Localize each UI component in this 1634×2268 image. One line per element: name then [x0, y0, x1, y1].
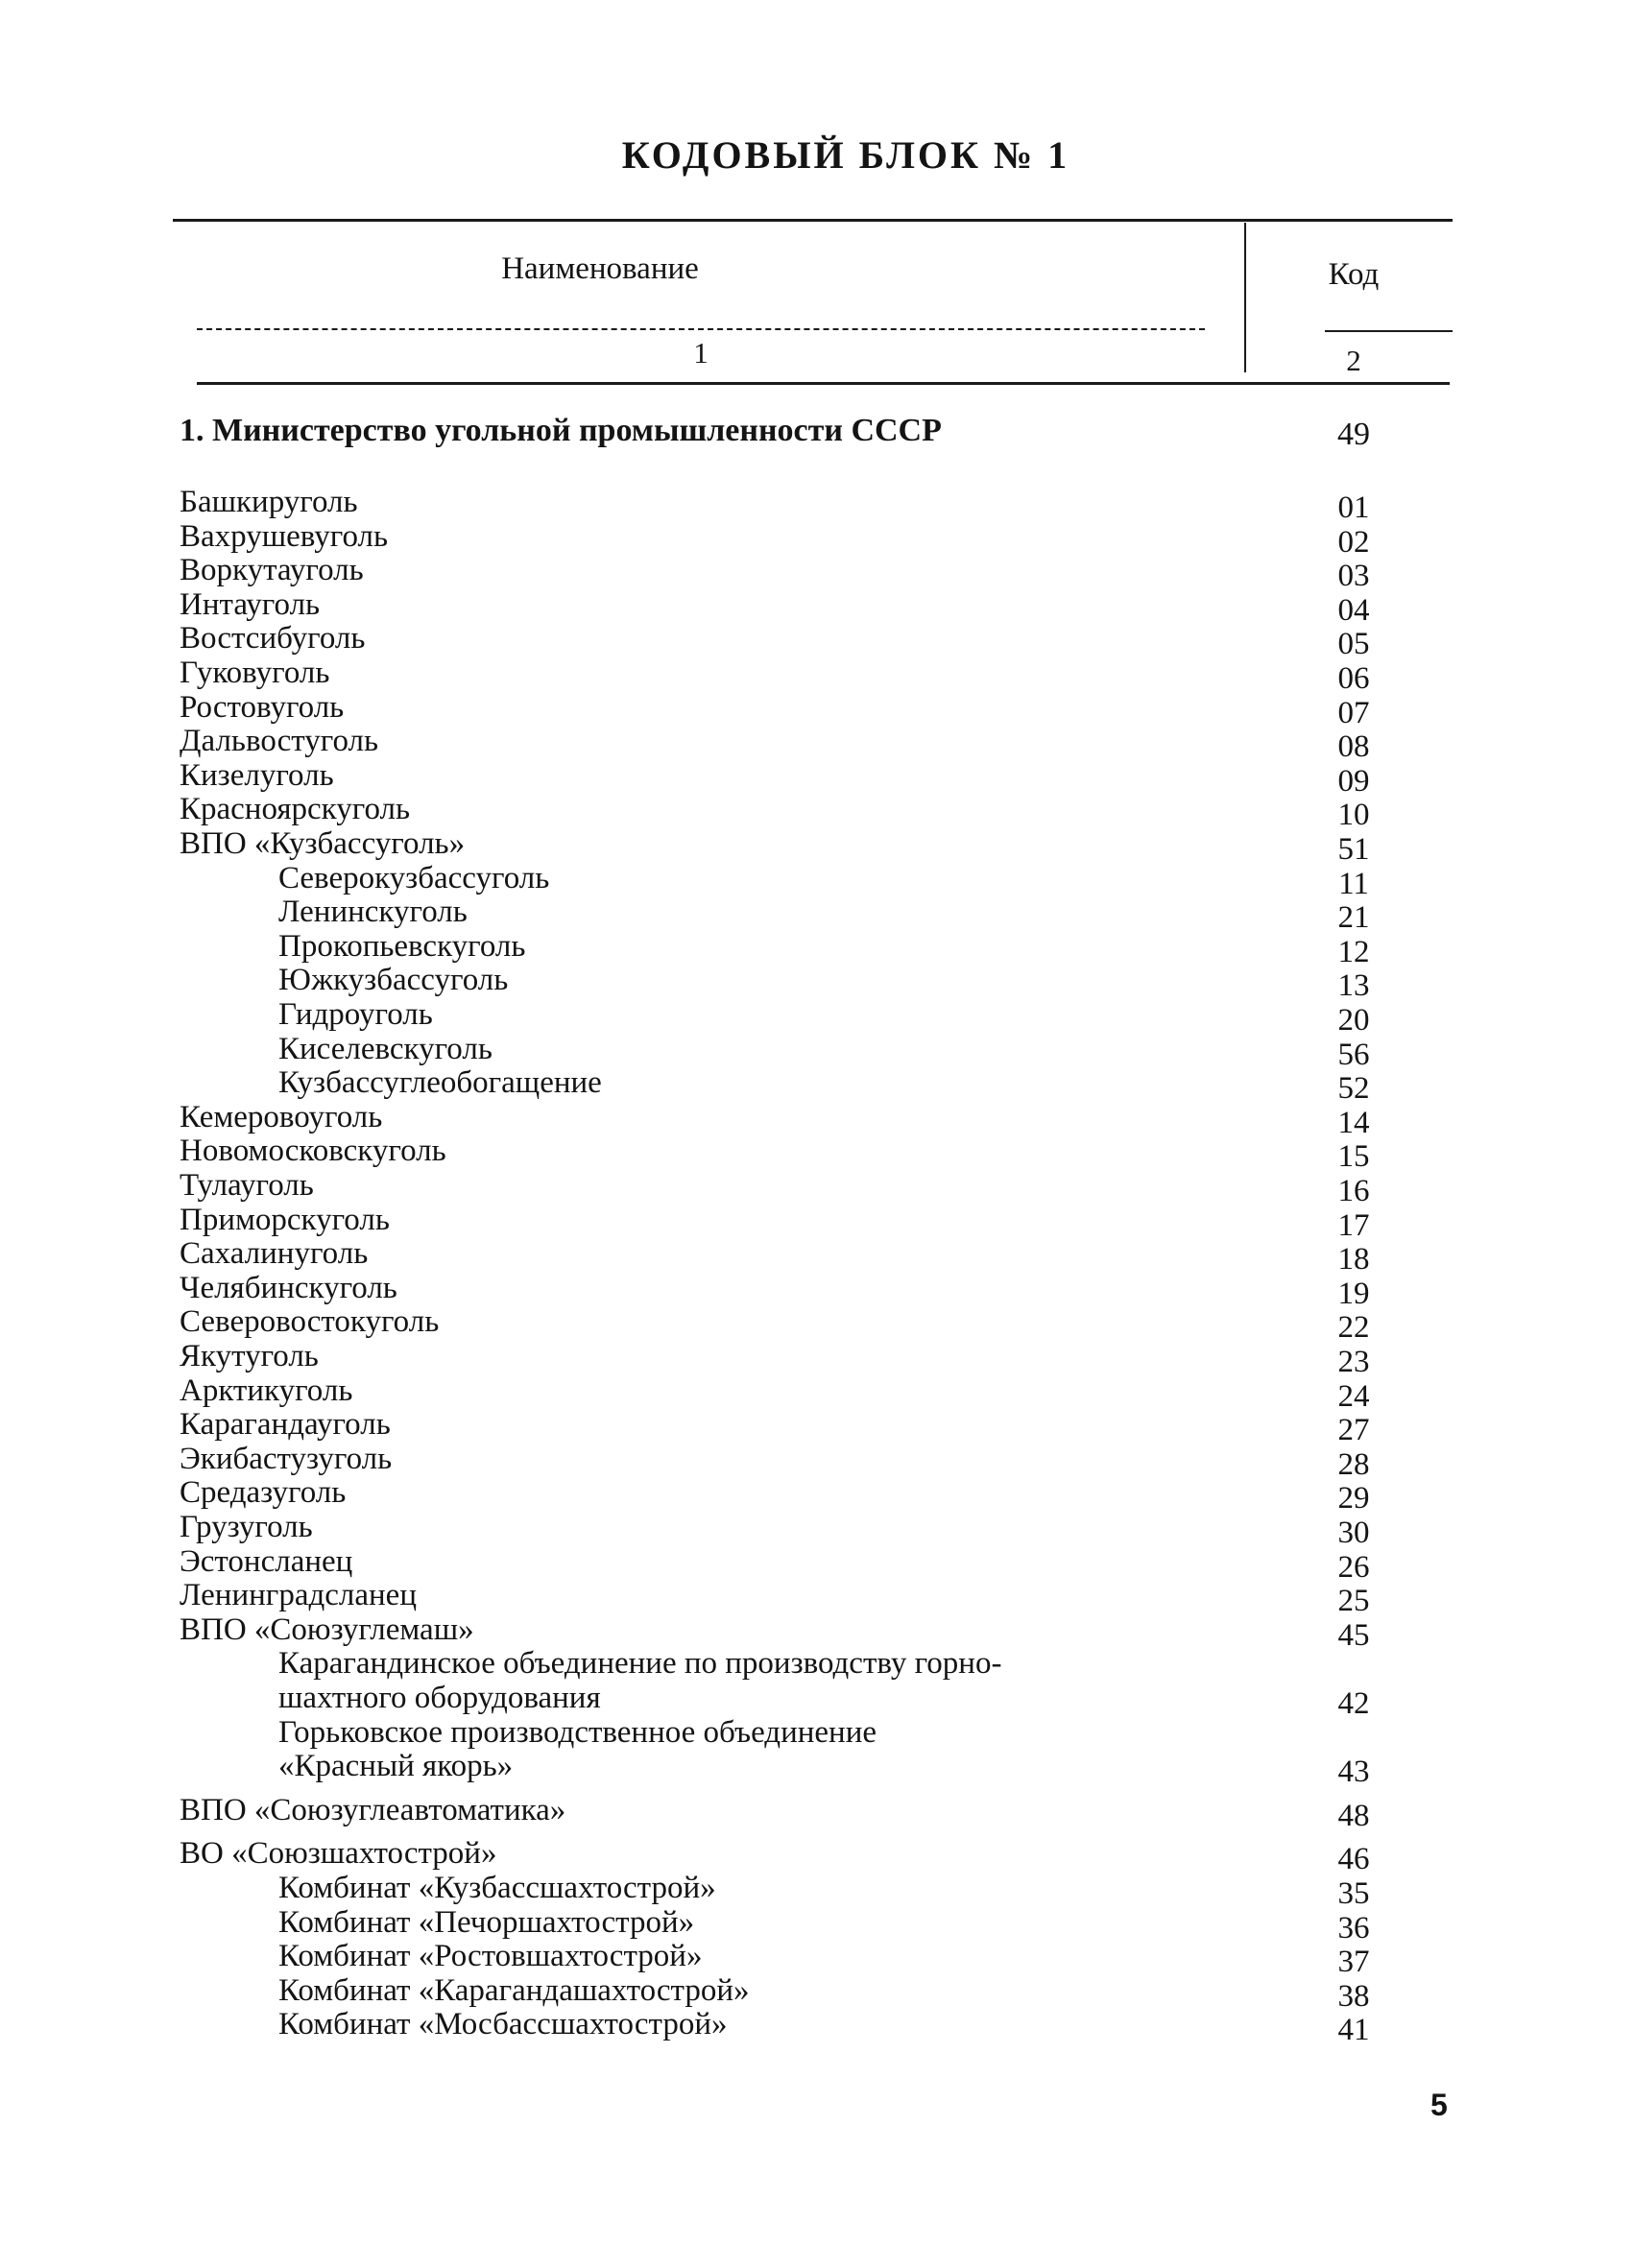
row-name: Гуковуголь — [180, 656, 330, 690]
row-code: 21 — [1337, 900, 1370, 936]
row-code: 26 — [1337, 1549, 1370, 1585]
row-name: Интауголь — [180, 586, 321, 622]
column-number-code: 2 — [1346, 344, 1361, 377]
row-code: 48 — [1337, 1798, 1370, 1833]
row-name: Южкузбассуголь — [278, 963, 509, 998]
row-code: 01 — [1337, 490, 1370, 525]
row-name: Карагандинское объединение по производству горно- — [278, 1646, 1002, 1682]
row-name: Сахалинуголь — [180, 1236, 369, 1272]
row-code: 09 — [1337, 763, 1370, 799]
row-name: Башкируголь — [180, 485, 358, 519]
row-code: 06 — [1337, 661, 1370, 696]
row-name: ВПО «Союзуглеавтоматика» — [180, 1792, 566, 1827]
row-code: 43 — [1337, 1755, 1370, 1790]
row-name: ВО «Союзшахтострой» — [180, 1836, 497, 1872]
row-name: «Красный якорь» — [278, 1749, 514, 1784]
row-name: Приморскуголь — [180, 1202, 390, 1237]
header-code: Код — [1328, 257, 1380, 292]
row-code: 24 — [1337, 1378, 1370, 1414]
row-code: 08 — [1337, 729, 1370, 765]
row-name: Тулауголь — [180, 1168, 314, 1203]
row-code: 04 — [1337, 592, 1370, 628]
row-name: Челябинскуголь — [180, 1270, 397, 1305]
row-code: 13 — [1337, 968, 1370, 1004]
row-name: Новомосковскуголь — [180, 1134, 446, 1169]
row-name: Экибастузуголь — [180, 1441, 393, 1476]
row-code: 17 — [1337, 1207, 1370, 1243]
row-code: 23 — [1337, 1345, 1370, 1379]
row-code: 41 — [1337, 2013, 1370, 2048]
row-name: Ленинскуголь — [278, 895, 468, 930]
column-number-name: 1 — [693, 336, 709, 370]
row-name: Прокопьевскуголь — [278, 928, 526, 964]
row-name: Ленинградсланец — [180, 1578, 417, 1613]
row-code: 45 — [1337, 1617, 1370, 1653]
row-name: Северовостокуголь — [180, 1304, 440, 1340]
row-code: 10 — [1337, 798, 1370, 833]
row-name: Дальвостуголь — [180, 724, 379, 759]
row-name: Кизелуголь — [180, 757, 334, 793]
row-name: шахтного оборудования — [278, 1681, 601, 1715]
row-name: Кузбассуглеобогащение — [278, 1065, 602, 1101]
row-name: ВПО «Кузбассуголь» — [180, 826, 466, 861]
row-code: 05 — [1337, 627, 1370, 662]
row-name: Горьковское производственное объединение — [278, 1714, 877, 1750]
row-code: 38 — [1337, 1978, 1370, 2014]
row-code: 20 — [1337, 1003, 1370, 1038]
row-code: 25 — [1337, 1584, 1370, 1619]
row-code: 12 — [1337, 934, 1370, 969]
row-code: 51 — [1337, 832, 1370, 867]
header-name: Наименование — [501, 251, 699, 286]
row-name: Эстонсланец — [180, 1543, 353, 1579]
row-code: 29 — [1337, 1481, 1370, 1516]
row-code: 42 — [1337, 1686, 1370, 1721]
row-name: Комбинат «Ростовшахтострой» — [278, 1939, 703, 1974]
row-name: Вахрушевуголь — [180, 518, 389, 554]
row-code: 07 — [1337, 695, 1370, 730]
row-code: 19 — [1337, 1276, 1370, 1311]
row-name: Гидроуголь — [278, 997, 433, 1032]
row-name: Арктикуголь — [180, 1373, 353, 1408]
row-name: Киселевскуголь — [278, 1031, 493, 1066]
row-name: Комбинат «Печоршахтострой» — [278, 1904, 695, 1940]
row-code: 36 — [1337, 1910, 1370, 1946]
row-name: Воркутауголь — [180, 553, 364, 588]
page-number: 5 — [1430, 2088, 1448, 2122]
row-name: Красноярскуголь — [180, 792, 411, 827]
row-code: 28 — [1337, 1446, 1370, 1482]
row-name: Востсибуголь — [180, 621, 366, 657]
row-name: Комбинат «Кузбассшахтострой» — [278, 1871, 716, 1905]
row-code: 35 — [1337, 1876, 1370, 1911]
row-code: 15 — [1337, 1139, 1370, 1175]
row-code: 30 — [1337, 1516, 1370, 1550]
row-name: Грузуголь — [180, 1510, 313, 1544]
row-code: 02 — [1337, 524, 1370, 560]
row-code: 37 — [1337, 1945, 1370, 1980]
row-name: ВПО «Союзуглемаш» — [180, 1611, 474, 1647]
row-name: Кемеровоуголь — [180, 1099, 383, 1134]
row-code: 16 — [1337, 1174, 1370, 1208]
row-name: Карагандауголь — [180, 1407, 391, 1443]
row-name: Северокузбассуголь — [278, 860, 550, 895]
row-name: Комбинат «Мосбассшахтострой» — [278, 2007, 728, 2042]
row-code: 46 — [1337, 1842, 1370, 1877]
row-code: 14 — [1337, 1105, 1370, 1140]
row-code: 11 — [1338, 866, 1369, 901]
row-code: 18 — [1337, 1242, 1370, 1277]
row-code: 56 — [1337, 1037, 1370, 1072]
row-name: Средазуголь — [180, 1475, 347, 1511]
row-code: 22 — [1337, 1310, 1370, 1346]
row-name: Ростовуголь — [180, 689, 345, 725]
section-heading: 1. Министерство угольной промышленности СССР — [180, 413, 942, 448]
page-title: КОДОВЫЙ БЛОК № 1 — [621, 133, 1070, 177]
section-code: 49 — [1337, 417, 1370, 452]
row-code: 52 — [1337, 1071, 1370, 1107]
row-code: 27 — [1337, 1413, 1370, 1448]
row-code: 03 — [1337, 559, 1370, 594]
row-name: Якутуголь — [180, 1339, 319, 1373]
row-name: Комбинат «Карагандашахтострой» — [278, 1972, 750, 2008]
